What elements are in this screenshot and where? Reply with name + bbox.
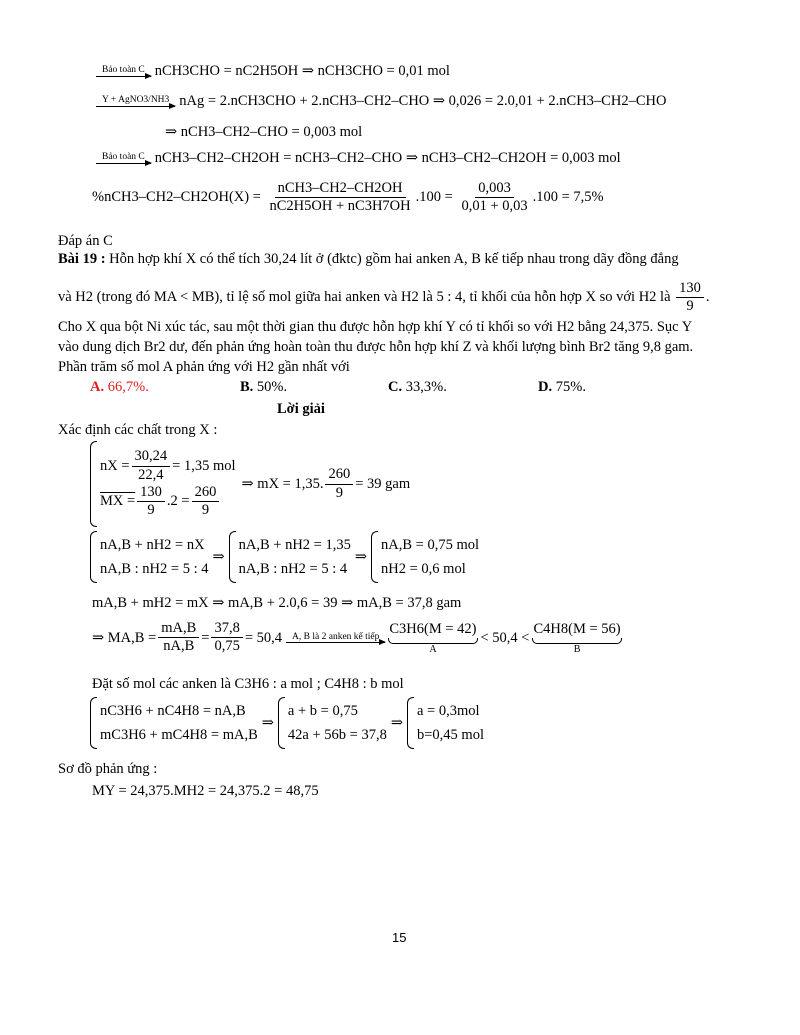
- problem-line-2: và H2 (trong đó MA < MB), tỉ lệ số mol giữa hai anken và H2 là 5 : 4, tỉ khối của hỗn hợp X so với H2 là $\frac{130}{9}$ .: [58, 280, 710, 315]
- reaction-scheme-label: Sơ đồ phản ứng :: [58, 761, 158, 777]
- equation-system-3: nC3H6 + nC4H8 = nA,B mC3H6 + mC4H8 = mA,B ⇒ a + b = 0,75 42a + 56b = 37,8 ⇒ a = 0,3mol b=0,45 mol: [90, 697, 484, 749]
- set-variables: Đặt số mol các anken là C3H6 : a mol ; C4H8 : b mol: [92, 676, 404, 692]
- option-b: B. 50%.: [240, 379, 288, 395]
- equation-system-1: nX = $\frac{30,24}{22,4}$ = 1,35 mol MX = $\frac{130}{9}$ .2 = $\frac{260}{9}$ ⇒ mX = 1,35. $\frac{260}{9}$ = 39 gam: [90, 441, 410, 527]
- option-d: D. 75%.: [538, 379, 586, 395]
- problem-line-4: vào dung dịch Br2 dư, đến phản ứng hoàn toàn thu được hỗn hợp khí Z và khối lượng bình Br2 tăng 9,8 gam.: [58, 339, 694, 355]
- reagent-arrow: Y + AgNO3/NH3: [96, 96, 175, 107]
- option-c: C. 33,3%.: [388, 379, 447, 395]
- problem-line-1: Bài 19 : Hỗn hợp khí X có thể tích 30,24 lít ở (đktc) gồm hai anken A, B kế tiếp nhau trong dãy đồng đẳng: [58, 251, 679, 267]
- option-a: A. 66,7%.: [90, 379, 149, 395]
- conservation-arrow: Bảo toàn C: [96, 66, 151, 77]
- problem-line-5: Phần trăm số mol A phản ứng với H2 gần nhất với: [58, 359, 350, 375]
- eq-line-3: ⇒ nCH3–CH2–CHO = 0,003 mol: [165, 124, 363, 140]
- solution-title: Lời giải: [277, 401, 325, 417]
- fraction: $\frac{\text{nCH3–CH2–CH2OH}}{nC2H5OH + nC3H7OH}$: [269, 180, 411, 215]
- my-equation: MY = 24,375.MH2 = 24,375.2 = 48,75: [92, 783, 319, 799]
- fraction: $\frac{130}{9}$: [676, 280, 704, 316]
- mass-equation: mA,B + mH2 = mX ⇒ mA,B + 2.0,6 = 39 ⇒ mA,B = 37,8 gam: [92, 595, 462, 611]
- underbrace-b: C4H8(M = 56) B: [533, 621, 621, 656]
- fraction: $\frac{0,003}{0,01 + 0,03}$: [461, 180, 528, 215]
- solution-intro: Xác định các chất trong X :: [58, 422, 218, 438]
- eq-line-4: Bảo toàn C nCH3–CH2–CH2OH = nCH3–CH2–CHO ⇒ nCH3–CH2–CH2OH = 0,003 mol: [92, 149, 621, 167]
- problem-line-3: Cho X qua bột Ni xúc tác, sau một thời gian thu được hỗn hợp khí Y có tỉ khối so với H2 bằng 24,375. Sục Y: [58, 319, 693, 335]
- conservation-arrow: Bảo toàn C: [96, 153, 151, 164]
- page-number: 15: [392, 930, 407, 945]
- percent-equation: %nCH3–CH2–CH2OH(X) = $\frac{\text{nCH3–CH2–CH2OH}}{nC2H5OH + nC3H7OH}$ .100 = $\frac{0,003}{0,01 + 0,03}$ .100 = 7,5%: [92, 180, 604, 215]
- equation-system-2: nA,B + nH2 = nX nA,B : nH2 = 5 : 4 ⇒ nA,B + nH2 = 1,35 nA,B : nH2 = 5 : 4 ⇒ nA,B = 0,75 mol nH2 = 0,6 mol: [90, 531, 479, 583]
- average-molar-mass: ⇒ MA,B = $\frac{mA,B}{nA,B}$ = $\frac{37,8}{0,75}$ = 50,4 A, B là 2 anken kế tiếp C3H6(M = 42) A < 50,4 < C4H8(M = 56) B: [92, 620, 621, 656]
- previous-answer: Đáp án C: [58, 233, 113, 249]
- underbrace-a: C3H6(M = 42) A: [389, 621, 477, 656]
- eq-line-2: Y + AgNO3/NH3 nAg = 2.nCH3CHO + 2.nCH3–CH2–CHO ⇒ 0,026 = 2.0,01 + 2.nCH3–CH2–CHO: [92, 92, 666, 110]
- eq-line-1: Bảo toàn C nCH3CHO = nC2H5OH ⇒ nCH3CHO = 0,01 mol: [92, 62, 450, 80]
- condition-arrow: A, B là 2 anken kế tiếp: [286, 633, 385, 644]
